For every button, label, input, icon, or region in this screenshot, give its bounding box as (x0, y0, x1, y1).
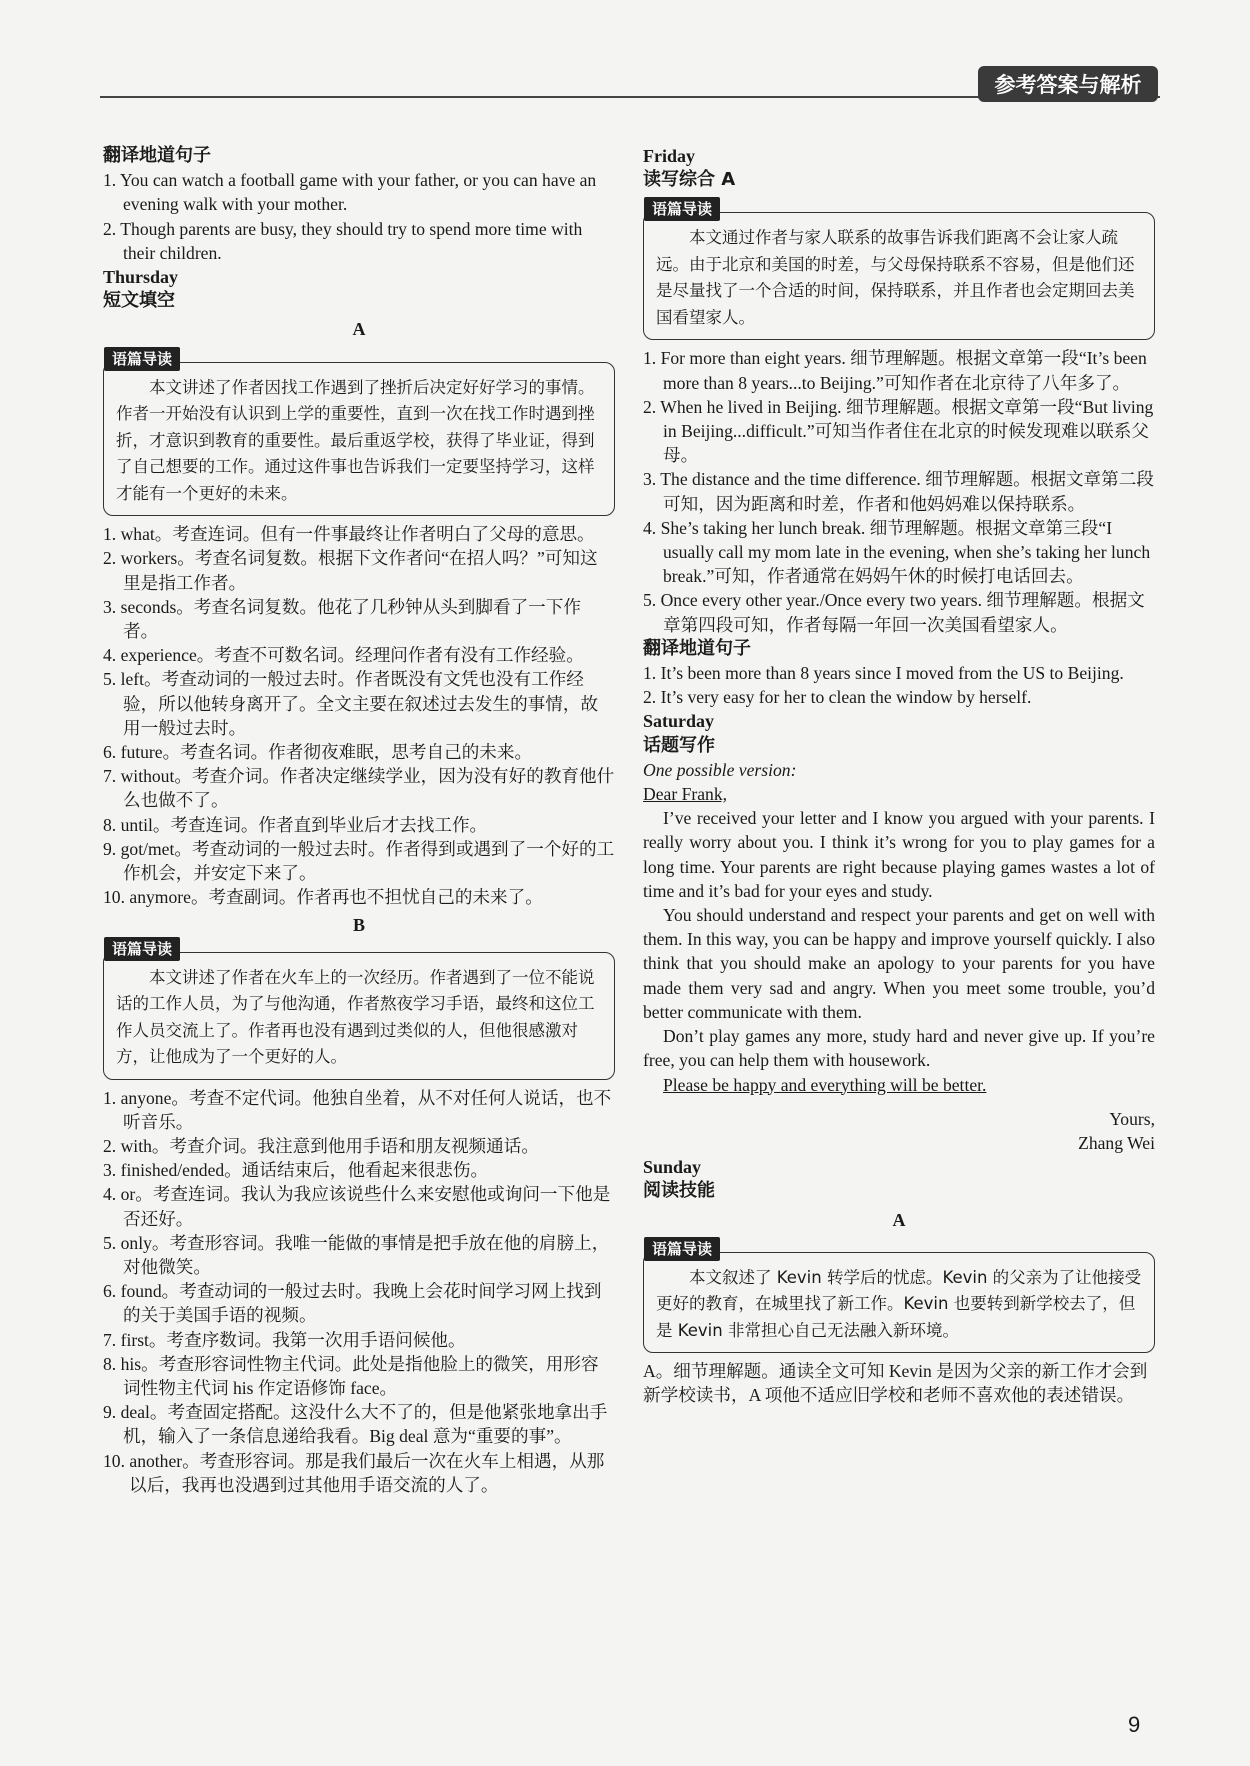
guide-text: 本文叙述了 Kevin 转学后的忧虑。Kevin 的父亲为了让他接受更好的教育，在城里找了新工作。Kevin 也要转到新学校去了，但是 Kevin 非常担心自己无法融入新环境。 (656, 1267, 1142, 1340)
answer-item: 5. Once every other year./Once every two years. 细节理解题。根据文章第四段可知，作者每隔一年回一次美国看望家人。 (643, 590, 1145, 635)
translation-item: 2. It’s very easy for her to clean the window by herself. (643, 687, 1032, 708)
letter-signature: Zhang Wei (1078, 1132, 1155, 1153)
answer-item: 2. When he lived in Beijing. 细节理解题。根据文章第一段“But living in Beijing...difficult.”可知当作者住在北京的时候发现难以联系父母。 (643, 396, 1154, 466)
translation-item: 1. You can watch a football game with your father, or you can have an evening walk with your mother. (103, 170, 597, 215)
day-heading-saturday: Saturday (643, 711, 715, 732)
translation-item: 2. Though parents are busy, they should try to spend more time with their children. (103, 218, 583, 263)
page-number: 9 (1128, 1712, 1141, 1737)
answer-item: 2. with。考查介词。我注意到他用手语和朋友视频通话。 (103, 1135, 539, 1156)
answer-item: 6. found。考查动词的一般过去时。我晚上会花时间学习网上找到的关于美国手语的视频。 (103, 1281, 602, 1326)
version-label: One possible version: (643, 759, 797, 780)
guide-tag: 语篇导读 (644, 1237, 720, 1261)
translation-item: 1. It’s been more than 8 years since I moved from the US to Beijing. (643, 663, 1124, 684)
guide-tag: 语篇导读 (644, 197, 720, 221)
left-column (103, 144, 615, 1497)
answer-item: 4. experience。考查不可数名词。经理问作者有没有工作经验。 (103, 645, 584, 666)
reading-guide-box (103, 349, 615, 517)
answer-item: 5. only。考查形容词。我唯一能做的事情是把手放在他的肩膀上，对他微笑。 (103, 1232, 610, 1277)
answer-item: 10. another。考查形容词。那是我们最后一次在火车上相遇，从那以后，我再也没遇到过其他用手语交流的人了。 (103, 1450, 605, 1495)
answer-item: 10. anymore。考查副词。作者再也不担忧自己的未来了。 (103, 887, 543, 908)
section-heading: 阅读技能 (643, 1180, 715, 1202)
section-heading: 短文填空 (103, 290, 175, 312)
day-heading-thursday: Thursday (103, 267, 179, 288)
letter-paragraph: You should understand and respect your parents and get on well with them. In this way, you can be happy and improve yourself quickly. I also think that you should make an apology to your parents for you have made them very sad and angry. When you meet some trouble, you’d better communicate with them. (643, 905, 1155, 1022)
reading-guide-box (103, 939, 615, 1080)
day-heading-friday: Friday (643, 146, 695, 166)
answer-item: 7. without。考查介词。作者决定继续学业，因为没有好的教育他什么也做不了。 (103, 766, 615, 811)
answer-item: 7. first。考查序数词。我第一次用手语问候他。 (103, 1329, 466, 1350)
answer-item: A。细节理解题。通读全文可知 Kevin 是因为父亲的新工作才会到新学校读书，A 项他不适应旧学校和老师不喜欢他的表述错误。 (643, 1361, 1148, 1406)
answer-item: 4. or。考查连词。我认为我应该说些什么来安慰他或询问一下他是否还好。 (103, 1184, 611, 1229)
sample-letter (643, 782, 1155, 1155)
section-heading: 翻译地道句子 (103, 145, 211, 166)
answer-item: 3. The distance and the time difference. 细节理解题。根据文章第二段可知，因为距离和时差，作者和他妈妈难以保持联系。 (643, 469, 1154, 514)
letter-closing: Yours, (1109, 1108, 1155, 1129)
answer-item: 8. his。考查形容词性物主代词。此处是指他脸上的微笑，用形容词性物主代词 his 作定语修饰 face。 (103, 1353, 599, 1399)
letter-paragraph: Please be happy and everything will be better. (663, 1074, 987, 1095)
header-badge: 参考答案与解析 (978, 66, 1158, 102)
passage-letter: B (352, 915, 365, 936)
section-heading: 翻译地道句子 (643, 637, 751, 659)
reading-guide-box (643, 200, 1155, 340)
answer-item: 3. seconds。考查名词复数。他花了几秒钟从头到脚看了一下作者。 (103, 596, 581, 641)
reading-guide-box (643, 1239, 1155, 1354)
answer-item: 1. what。考查连词。但有一件事最终让作者明白了父母的意思。 (103, 524, 595, 545)
answer-item: 5. left。考查动词的一般过去时。作者既没有文凭也没有工作经验，所以他转身离开了。全文主要在叙述过去发生的事情，故用一般过去时。 (103, 669, 599, 738)
answer-item: 8. until。考查连词。作者直到毕业后才去找工作。 (103, 814, 488, 835)
passage-letter: A (892, 1209, 906, 1230)
section-heading: 读写综合 A (643, 169, 736, 191)
section-heading: 话题写作 (643, 734, 715, 756)
answer-item: 4. She’s taking her lunch break. 细节理解题。根据文章第三段“I usually call my mom late in the evening, when she’s taking her lunch break.”可知，作者通常在妈妈午休的时候打电话回去。 (643, 517, 1151, 587)
letter-greeting: Dear Frank, (643, 784, 728, 805)
guide-text: 本文讲述了作者因找工作遇到了挫折后决定好好学习的事情。作者一开始没有认识到上学的重要性，直到一次在找工作时遇到挫折，才意识到教育的重要性。最后重返学校，获得了毕业证，得到了自己想要的工作。通过这件事也告诉我们一定要坚持学习，这样才能有一个更好的未来。 (116, 377, 595, 503)
answer-item: 9. got/met。考查动词的一般过去时。作者得到或遇到了一个好的工作机会，并安定下来了。 (103, 838, 615, 883)
answer-item: 3. finished/ended。通话结束后，他看起来很悲伤。 (103, 1160, 489, 1181)
answer-item: 2. workers。考查名词复数。根据下文作者问“在招人吗？”可知这里是指工作者。 (103, 548, 598, 593)
letter-paragraph: I’ve received your letter and I know you argued with your parents. I really worry about you. I think it’s wrong for you to play games for a long time. Your parents are right because playing games wastes a lot of time and it’s bad for your eyes and study. (643, 808, 1155, 901)
answer-item: 6. future。考查名词。作者彻夜难眠，思考自己的未来。 (103, 741, 533, 762)
guide-text: 本文讲述了作者在火车上的一次经历。作者遇到了一位不能说话的工作人员，为了与他沟通，作者熬夜学习手语，最终和这位工作人员交流上了。作者再也没有遇到过类似的人，但他很感激对方，让他成为了一个更好的人。 (116, 967, 595, 1067)
answer-item: 1. For more than eight years. 细节理解题。根据文章第一段“It’s been more than 8 years...to Beijing.”可知作者在北京待了八年多了。 (643, 348, 1147, 393)
passage-letter: A (352, 319, 366, 340)
guide-text: 本文通过作者与家人联系的故事告诉我们距离不会让家人疏远。由于北京和美国的时差，与父母保持联系不容易，但是他们还是尽量找了一个合适的时间，保持联系，并且作者也会定期回去美国看望家人。 (656, 228, 1135, 327)
day-heading-sunday: Sunday (643, 1157, 702, 1178)
guide-tag: 语篇导读 (104, 347, 180, 371)
right-column (643, 144, 1155, 1408)
letter-paragraph: Don’t play games any more, study hard and never give up. If you’re free, you can help them with housework. (643, 1026, 1155, 1071)
guide-tag: 语篇导读 (104, 937, 180, 961)
answer-item: 1. anyone。考查不定代词。他独自坐着，从不对任何人说话，也不听音乐。 (103, 1087, 612, 1132)
answer-item: 9. deal。考查固定搭配。这没什么大不了的，但是他紧张地拿出手机，输入了一条信息递给我看。Big deal 意为“重要的事”。 (103, 1402, 608, 1447)
